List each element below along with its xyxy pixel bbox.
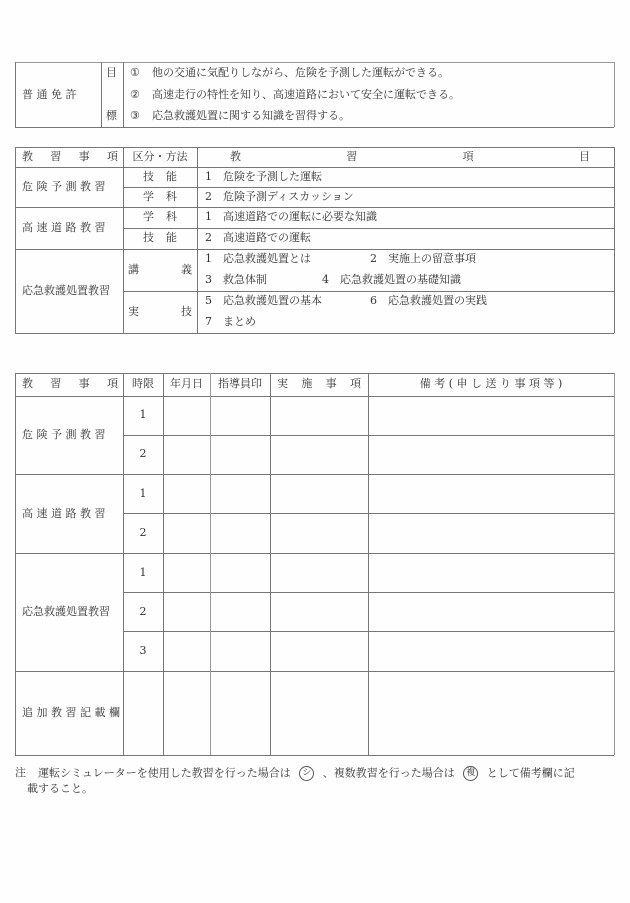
note-line-2: 載すること。 <box>27 782 93 795</box>
method-classroom <box>143 210 177 224</box>
goal-2-text: 高速走行の特性を知り、高速道路において安全に運転できる。 <box>152 88 460 101</box>
item-first-aid-6: 6 応急救護処置の実践 <box>370 294 487 307</box>
period-number: 3 <box>139 644 147 657</box>
header-char: 目 <box>578 150 590 163</box>
multiple-lesson-mark-icon: 複 <box>463 766 478 781</box>
header-char: 習 <box>346 150 358 163</box>
header-char: 習 <box>50 377 62 390</box>
header-char: 事 <box>78 377 90 390</box>
header-items <box>230 150 590 164</box>
method-char: 能 <box>166 170 177 183</box>
period-number: 1 <box>139 487 147 500</box>
item-first-aid-4: 4 応急救護処置の基礎知識 <box>322 273 461 286</box>
method-char: 技 <box>143 231 154 244</box>
item-first-aid-2: 2 実施上の留意事項 <box>370 252 476 265</box>
method-lecture <box>128 263 192 277</box>
method-classroom <box>143 190 177 204</box>
item-expressway-2: 2 高速道路での運転 <box>205 231 311 244</box>
method-char: 技 <box>143 170 154 183</box>
item-first-aid-5: 5 応急救護処置の基本 <box>205 294 322 307</box>
method-char: 学 <box>143 190 154 203</box>
header-remarks: 備 考 ( 申 し 送 り 事 項 等 ) <box>419 377 563 390</box>
header-char: 事 <box>325 377 337 390</box>
goal-1-mark: ① <box>130 66 140 79</box>
subject-hazard-prediction: 危 険 予 測 教 習 <box>22 180 106 193</box>
header-char: 事 <box>78 150 90 163</box>
header-char: 項 <box>349 377 361 390</box>
header-char: 教 <box>22 150 33 163</box>
goal-label-bottom: 標 <box>106 109 117 122</box>
note-text: として備考欄に記 <box>486 766 575 780</box>
period-number: 2 <box>139 605 147 618</box>
method-practical <box>128 305 192 319</box>
header-char: 項 <box>106 377 118 390</box>
note-text: 、複数教習を行った場合は <box>322 766 455 780</box>
method-char: 能 <box>166 231 177 244</box>
goal-2-mark: ② <box>130 88 140 101</box>
subject-first-aid: 応急救護処置教習 <box>22 284 110 297</box>
header-char: 項 <box>106 150 118 163</box>
goal-label-top: 目 <box>106 66 117 79</box>
record-subject-additional: 追 加 教 習 記 載 欄 <box>22 706 120 719</box>
record-subject-hazard: 危 険 予 測 教 習 <box>22 428 106 441</box>
method-skill <box>143 231 177 245</box>
item-expressway-1: 1 高速道路での運転に必要な知識 <box>205 210 377 223</box>
simulator-mark-icon: シ <box>299 766 314 781</box>
method-char: 義 <box>181 263 192 276</box>
header-date: 年月日 <box>170 377 203 390</box>
header-char: 実 <box>277 377 288 390</box>
method-char: 講 <box>128 263 139 276</box>
item-first-aid-7: 7 まとめ <box>205 315 256 328</box>
header-char: 教 <box>22 377 33 390</box>
header-content <box>277 377 361 391</box>
item-hazard-2: 2 危険予測ディスカッション <box>205 190 354 203</box>
period-number: 2 <box>139 526 147 539</box>
header-subject <box>22 150 118 164</box>
item-first-aid-3: 3 救急体制 <box>205 273 267 286</box>
header-char: 施 <box>301 377 313 390</box>
method-char: 実 <box>128 305 139 318</box>
license-type-label: 普 通 免 許 <box>22 88 77 101</box>
note-line-1 <box>38 766 575 781</box>
period-number: 1 <box>139 566 147 579</box>
goal-3-text: 応急救護処置に関する知識を習得する。 <box>152 109 350 122</box>
item-hazard-1: 1 危険を予測した運転 <box>205 170 322 183</box>
method-char: 技 <box>181 305 192 318</box>
header-char: 習 <box>50 150 62 163</box>
note-prefix: 注 <box>15 766 26 779</box>
subject-expressway: 高 速 道 路 教 習 <box>22 221 106 234</box>
period-number: 1 <box>139 408 147 421</box>
record-subject-first-aid: 応急救護処置教習 <box>22 605 110 618</box>
method-char: 科 <box>166 210 177 223</box>
header-method: 区分・方法 <box>132 150 188 163</box>
record-subject-expressway: 高 速 道 路 教 習 <box>22 507 106 520</box>
note-text: 運転シミュレーターを使用した教習を行った場合は <box>38 766 291 780</box>
item-first-aid-1: 1 応急救護処置とは <box>205 252 311 265</box>
header-char: 教 <box>230 150 241 163</box>
period-number: 2 <box>139 447 147 460</box>
goal-1-text: 他の交通に気配りしながら、危険を予測した運転ができる。 <box>152 66 449 79</box>
method-skill <box>143 170 177 184</box>
method-char: 科 <box>166 190 177 203</box>
header-subject <box>22 377 118 391</box>
header-instructor-seal: 指導員印 <box>218 377 262 390</box>
header-period: 時限 <box>132 377 154 390</box>
method-char: 学 <box>143 210 154 223</box>
goal-3-mark: ③ <box>130 109 140 122</box>
header-char: 項 <box>462 150 474 163</box>
